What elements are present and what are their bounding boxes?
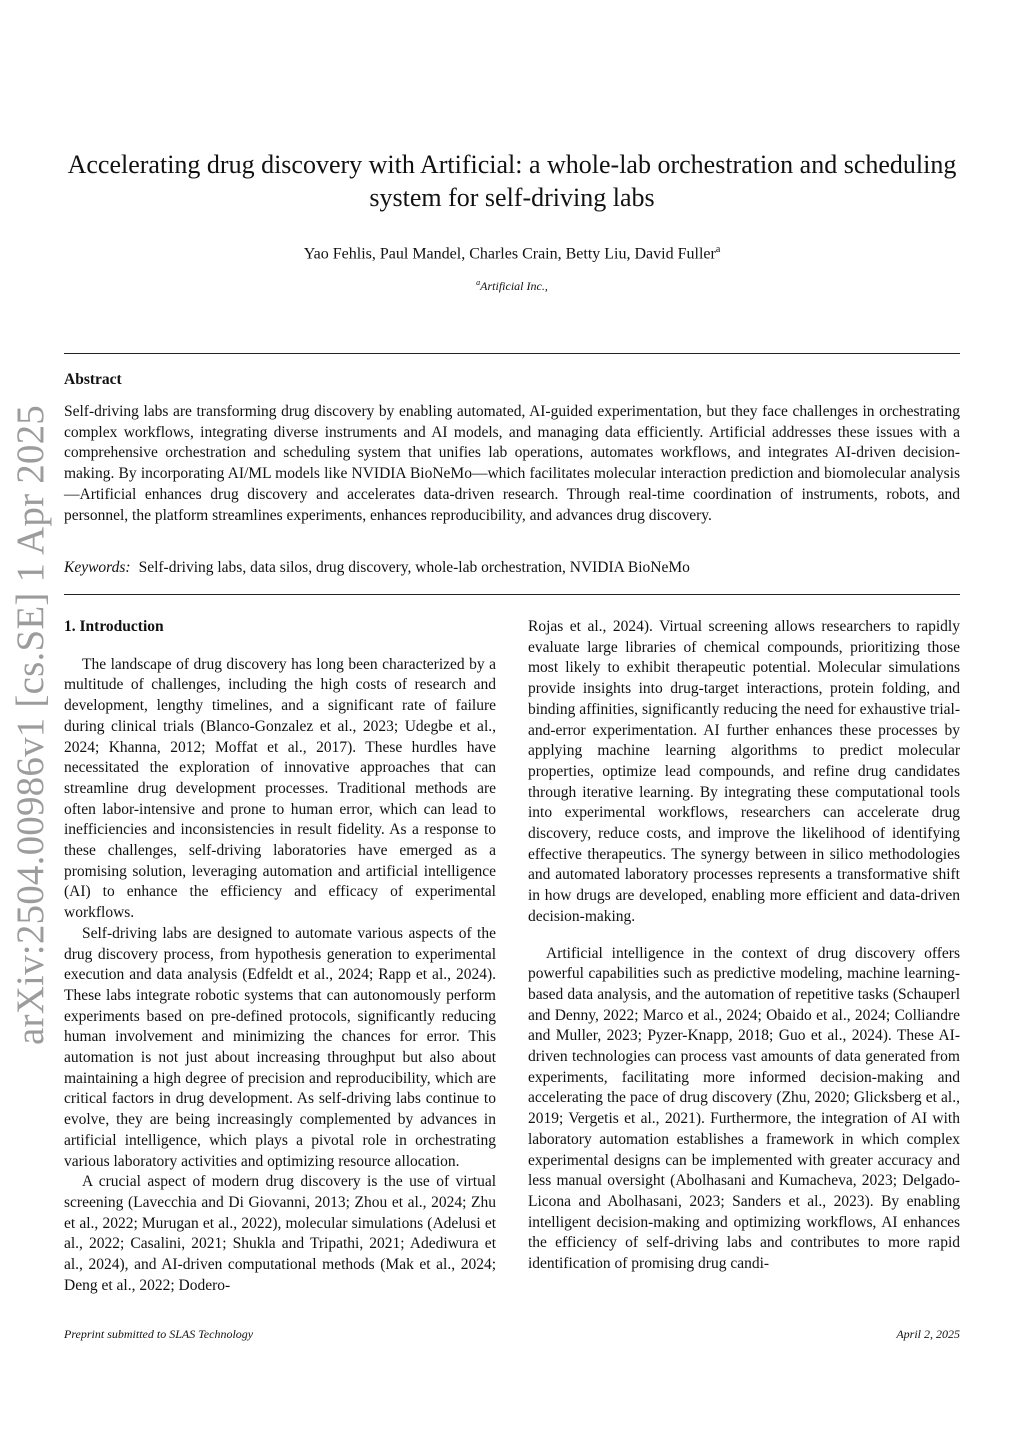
right-column xyxy=(528,617,960,1275)
author-list xyxy=(60,240,964,264)
abstract-top-rule xyxy=(64,353,960,354)
abstract-heading: Abstract xyxy=(64,371,122,388)
abstract-bottom-rule xyxy=(64,594,960,595)
footer-preprint-note: Preprint submitted to SLAS Technology xyxy=(64,1327,254,1341)
paper-title: Accelerating drug discovery with Artificial: a whole-lab orchestration and scheduling system for self-driving labs xyxy=(67,150,957,212)
author-affiliation-marker: a xyxy=(715,244,721,255)
affiliation-text: Artificial Inc., xyxy=(480,279,548,293)
keywords xyxy=(64,558,960,578)
left-column xyxy=(64,617,496,1297)
authors-text: Yao Fehlis, Paul Mandel, Charles Crain, Betty Liu, David Fuller xyxy=(303,245,716,263)
intro-paragraph: Self-driving labs are designed to automate various aspects of the drug discovery process, from hypothesis generation to experimental execution and data analysis (Edfeldt et al., 2024; Rapp et al., 2024). These labs integrate robotic systems that can autonomously perform experiments based on pre-defined protocols, significantly reducing human involvement and minimizing the chances for error. This automation is not just about increasing throughput but also about maintaining a high degree of precision and reproducibility, which are critical factors in drug development. As self-driving labs continue to evolve, they are being increasingly complemented by advances in artificial intelligence, which plays a pivotal role in orchestrating various laboratory activities and optimizing resource allocation. xyxy=(64,924,496,1170)
arxiv-identifier-stamp: arXiv:2504.00986v1 [cs.SE] 1 Apr 2025 xyxy=(9,404,52,1045)
intro-paragraph: Rojas et al., 2024). Virtual screening allows researchers to rapidly evaluate large libraries of chemical compounds, prioritizing those most likely to exhibit therapeutic potential. Molecular simulations provide insights into drug-target interactions, protein folding, and binding affinities, significantly reducing the need for exhaustive trial-and-error experimentation. AI further enhances these processes by applying machine learning algorithms to predict molecular properties, optimize lead compounds, and refine drug candidates through iterative learning. By integrating these computational tools into experimental workflows, researchers can accelerate drug discovery, reduce costs, and improve the likelihood of identifying effective therapeutics. The synergy between in silico methodologies and automated laboratory processes represents a transformative shift in how drugs are developed, enabling more efficient and data-driven decision-making. xyxy=(528,618,960,925)
intro-paragraph: Artificial intelligence in the context of drug discovery offers powerful capabilities such as predictive modeling, machine learning-based data analysis, and the automation of repetitive tasks (Schauperl and Denny, 2022; Marco et al., 2024; Obaido et al., 2024; Colliandre and Muller, 2023; Pyzer-Knapp, 2018; Guo et al., 2024). These AI-driven technologies can process vast amounts of data generated from experiments, facilitating more informed decision-making and accelerating the pace of drug discovery (Zhu, 2020; Glicksberg et al., 2019; Vergetis et al., 2021). Furthermore, the integration of AI with laboratory automation establishes a framework in which complex experimental designs can be implemented with greater accuracy and less manual oversight (Abolhasani and Kumacheva, 2023; Delgado-Licona and Abolhasani, 2023; Sanders et al., 2023). By enabling intelligent decision-making and optimizing workflows, AI enhances the efficiency of self-driving labs and contributes to more rapid identification of promising drug candi- xyxy=(528,944,960,1273)
affiliation-marker: a xyxy=(476,278,481,287)
keywords-text: Self-driving labs, data silos, drug discovery, whole-lab orchestration, NVIDIA BioNeMo xyxy=(138,559,690,576)
section-heading-introduction: 1. Introduction xyxy=(64,618,164,635)
footer-date: April 2, 2025 xyxy=(896,1327,960,1341)
intro-paragraph: A crucial aspect of modern drug discovery is the use of virtual screening (Lavecchia and Di Giovanni, 2013; Zhou et al., 2024; Zhu et al., 2022; Murugan et al., 2022), molecular simulations (Adelusi et al., 2022; Casalini, 2021; Shukla and Tripathi, 2021; Adediwura et al., 2024), and AI-driven computational methods (Mak et al., 2024; Deng et al., 2022; Dodero- xyxy=(64,1173,496,1294)
abstract-body: Self-driving labs are transforming drug discovery by enabling automated, AI-guided experimentation, but they face challenges in orchestrating complex workflows, integrating diverse instruments and AI models, and managing data efficiently. Artificial addresses these issues with a comprehensive orchestration and scheduling system that unifies lab operations, automates workflows, and integrates AI-driven decision-making. By incorporating AI/ML models like NVIDIA BioNeMo—which facilitates molecular interaction prediction and biomolecular analysis—Artificial enhances drug discovery and accelerates data-driven research. Through real-time coordination of instruments, robots, and personnel, the platform streamlines experiments, enhances reproducibility, and advances drug discovery. xyxy=(64,403,960,524)
affiliation xyxy=(60,278,964,294)
intro-paragraph: The landscape of drug discovery has long been characterized by a multitude of challenges, including the high costs of research and development, lengthy timelines, and a significant rate of failure during clinical trials (Blanco-Gonzalez et al., 2023; Udegbe et al., 2024; Khanna, 2012; Moffat et al., 2017). These hurdles have necessitated the exploration of innovative approaches that can streamline drug development processes. Traditional methods are often labor-intensive and prone to human error, which can lead to inefficiencies and inconsistencies in result fidelity. As a response to these challenges, self-driving laboratories have emerged as a promising solution, leveraging automation and artificial intelligence (AI) to enhance the efficiency and efficacy of experimental workflows. xyxy=(64,655,496,922)
keywords-label: Keywords: xyxy=(64,559,131,576)
